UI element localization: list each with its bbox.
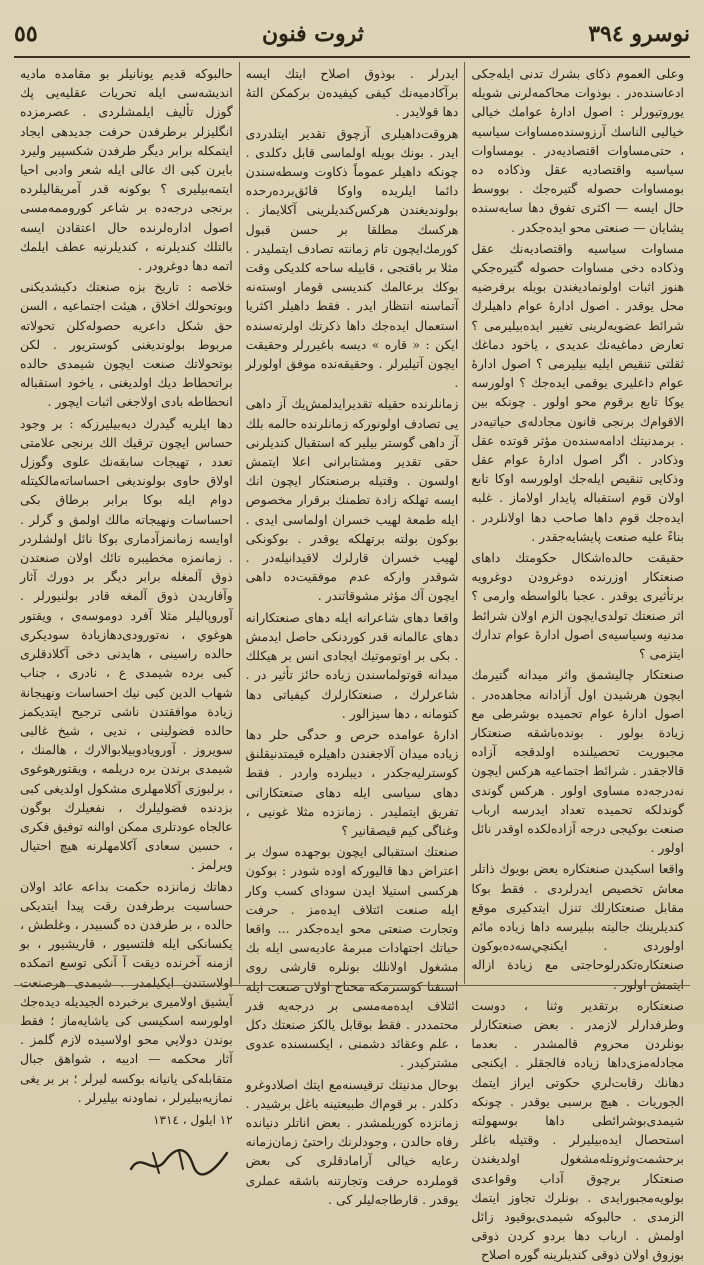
- paragraph: دها ايلريه گيدرك ديه‌بيليرزكه : بر وجود حساس ايچون ترقيك الك برنجى علامتى تعدد ، تهيجات سابقه‌نك علوى وگوزل اولاق حاوى بولونديغى احساساته‌مالكيتله دوام ايله بوكا برابر برطاق بكى احساسات ونهيجاته مالك اولمق و گرلر . اوايسه زمانمزآدمارى بوكا نائل اولشلردر . زمانمزه مخطيبره تائك اولان صنعتدن ذوق آلمغله برابر ديگر بر دورك آثار وآفاريدن ذوق آلمغه قادر بولنيورلر . آوروپاليلر مثلا آفرد دوموسه‌‌ى ، ويقتور هوغو‌ي ، نه‌تورودى‌دها‌زيادة سوديكرى حالده راسينى ، هايدنى دخى آكلادقلرى كبى برده شيمدى ع ، نادرى ، جناب شهاب الدين كبى نيك احساسات ونهيجانة زيادة موافقتدن ناشى ترجيح ايتديكمز حالده فضولينى ، نديى ، شيخ غالبى‌ سويروز . آورويادوبيلابوالارك ، هالمنك ، شيمدى برندن بره دريلمه ، ويقتورهوغو‌ى ، برلبوزى آكلامهلرى مشكول اولديغى كبى بزدنده فضوليلرك ، نفعيلرك بوگون عالجاه عودتلرى ممكن اوالنه توفيق فكرى ، حسين سعادى آكلامهلرنه هيچ احتيال ويرلمز .: [19, 415, 233, 873]
- page-header: [14, 14, 690, 54]
- column-middle: [240, 62, 466, 1207]
- signature-mark: [123, 1139, 233, 1183]
- paragraph: واقعا دهاى شاعرانه ايله دهاى صنعتكارانه دهاى عالمانه قدر كوردنكى حاصل ايدمش . بكى بر اوتوموتيك ايجادى انس بر هيكلك ميدانه قوتولماسندن زياده حائز تأثير در . شاعرلرك ، صنعتكارلرك كيفياتى دها كتومانه ، دها سيزالور .: [245, 609, 459, 721]
- page-number: ٥٥: [14, 21, 38, 47]
- paragraph: ادارهٔ عوامده حرص و حدگى حلر دها زياده ميدان آلاجغندن داهيلره قيمتدنيقلنق كوسترليه‌جكدر ، ديبلرده واردر . فقط دهاى سياسى ايله دهاى صنعتكارانى تفريق ايتمليدر . زمانزده مثلا غونيى ، وغناگى كيم قيصقانير ؟: [245, 726, 459, 838]
- date-line: ١٢ ايلول ، ١٣١٤: [153, 1112, 233, 1127]
- paragraph: صنعتك استقبالى ايچون بوجهده سوك بر اعتراض دها قاليوركه اوده شودر : بوكون هركسى استيلا ايدن سودای كسب وكار ايله صنعت ائتلاف ايده‌مز . حرفت وتجارت صنعتى محو ايده‌جكدر ... واقعا حياتك اجتهادات مبرمهٔ عاديه‌سى ايله بك مشغول اولانلك بونلره قارشى روى استفنا كوسترمكه محتاج اولان صنعت ايله ائتلاف ايده‌مه‌مسى بر درجه‌يه قدر محتمددر . فقط بوقابل يالكز صنعتك دكل ، علم وعقائد دشمنى ، ايكسسنده عدوى مشتركيدر .: [245, 844, 459, 1071]
- publication-title: ثروت فنون: [261, 21, 364, 47]
- paragraph: وعلى العموم ذكاى بشرك تدنى ايله‌جكى ادعاسنده‌در . بوذوات محاكمه‌لرنى شويله يوروتيورلر : اصول ادارهٔ عوامك خيالى خياليى الناسك آرزوسنده‌مساوات سياسيه ، حتى‌مساوات اقتصاديه‌در . بومساوات سياسيه واقتصاديه عقل وذكاده ده بومساوات حصوله گتيره‌جك . بووسط حال ايسه — اكثرى تفوق دها سايه‌سنده يشايان — صنعتى محو ايده‌جكدر .: [471, 66, 684, 235]
- paragraph: صنعتكاره برتقدير وثنا ، دوست وطرفدارلر لازمدر . بعض صنعتكارلر بونلردن محروم قالمشدر . بعدما مجادله‌مزى‌داها زياده فالجقلر . ايكنجى دهانك رقابت‌لري حكوتى ايراز ايتمك الجوريات . هيچ برسبى يوقدر . چونكه شيمدى‌بوشرائطى داها بوسهولته استحصال ايده‌بيليرلر . وقتيله باغلر برحشمت‌وثروتله‌مشغول اولديغندن صنعتكار برچوق آداب وقواعدى بولويه‌مجبورايدى . بونلرك تجاوز ايتمك الزمدى . حالبوكه شيمدى‌بوقيود زائل اولمش . ارباب دها بردو كردن ذوقى بوزوق اولان ذوقى كنديلرينه گوره اصلاح: [471, 997, 684, 1263]
- column-right: [465, 62, 690, 1263]
- header-rule: [14, 56, 690, 58]
- paragraph: مساوات سياسيه واقتصاديه‌نك عقل وذكاده دخى مساوات حصوله گتيره‌جكي هنوز اثبات اولونماديغندن بوبله برفرضيه محل يوقدر . اصول ادارهٔ عوام داهيلرك شرائط عضويه‌لرينى تغيير ايده‌بيليرمى ؟ تعارض دماغيه‌نك عديدى ، ياخود دماغك ثقلتى تنقيص ايليه بيليرمى ؟ اصول ادارهٔ عوام داعليرى يوقمى ايده‌جك ؟ اولورسه يوكا تابع برقوم محو اولور . چونكه بين الاقوام‌ك برنجى قانون مجادله‌ى حياتيه‌در . برمدنيتك ادامه‌سنده‌ن مؤثر قوتده عقل وذكادر . اگر اصول ادارهٔ عوام عقل وذكايى تنقيص ايله‌جك اولورسه اوكا تابع اولان قوم استقباله پايدار اولاماز . غلبه ايده‌جك قوم داها صاحب دها اولانلردر . بناءً عليه صنعت پايشايه‌جقدر .: [471, 240, 684, 544]
- paragraph: واقعا اسكيدن صنعتكاره بعض بويوك ذاتلر معاش تخصيص ايدرلردى . فقط بوكا مقابل صنعتكارلك تنزل ايتدكيرى موقع كنديلرينك جاليته ببليرسه داها زياده مائم اولوردى . ايكنچي‌سه‌ده‌بوكون صنعتكاره‌تكدرلوحاجتى مع زيادة ازاله ايتمش اولور .: [471, 861, 684, 992]
- paragraph: خلاصه : تاريخ بزه صنعتك دكيشديكنى وبوتحولك اخلاق ، هيئت اجتماعيه ، السن حق شكل داعريه حصوله‌كلن تحولاته مربوط بولونديغنى كوستريور . لكن بوتحولاتك صنعت ايچون شيمدى حالده براتحطاط ديك اولديغنى ، ياخود استقباله انحطاطه بادى اولاجغى اثبات ايچور .: [19, 279, 233, 410]
- paragraph: ايدرلر . بوذوق اصلاح ايتك ايسه برآكادميه‌نك كيفى كيفيده‌ن بركمكن التهٔ دها قولايدر .: [245, 66, 459, 120]
- paragraph: دهاتك زمانزده حكمت بداعه عائد اولان حساسيت برطرفدن رقت پيدا ايتديكى حالده ، بر طرفدن ده گسبيدر ، وغلطش ، يكسانكى ايله فلتسيور ، قاريشيور ، بو ازمنه آخرنده ديقت آ آنكى توسع اتمكده اولاستندن‌ ايكيلمدر . شيمدى هرصنعت آيشيق اولاميرى برخبرده الجيديله ديده‌جك اولورسه اسكيسى كى ياشايه‌ماز ؛ فقط بوندن دولايي محو اولاسيده لازم گلمز . آثار محكمه — اديبه ، شواهق جبال متقابله‌كى يانيانه بوكسه ليرلر ؛ بر بر يغى نمازيه‌بيليرلر ، نماودنه بيليرلر .: [19, 878, 233, 1105]
- column-left: [14, 62, 240, 1127]
- paragraph: بوحال مدنيتك ترقيسنه‌مع ايتك اصلادوغرو دكلدر . بر قوم‌اك طبيعتينه باغل برشيدر . زمانزده كوريلمشدر . بعض اناتلر دنيانده رفاه حالدن ، وجودلرنك راحتىٔ زمان‌زمانه رعايه خيالى آرامادقلرى كى بعض قوملرده حرفت وتجارتنه باشقه عملرى يوقدر . قارطاجه‌ليلر كى .: [245, 1076, 459, 1207]
- article-columns: [14, 62, 690, 1263]
- paragraph: صنعتكار چالیشمق واثر ميدانه گتيرمك ايچون هرشيدن اول آزادانه مجاهده‌در . اصول ادارهٔ عوام تحميده بوشرطى مع زيادة بولور . بونده‌باشقه صنعتكار مجبوريت تحصيلنده اولدقجه آزاده قالاجقدر . شرائط اجتماعيه هركس ايچون نه‌درجه‌ده مساوى اولور . هركس گوندى گوندلكه تحميده تعداد ايدرسه ارباب صنعت بوكيجى درجه آزاده‌لكده اوقدر نائل اولور .: [471, 667, 684, 856]
- author-signature: [20, 1136, 233, 1186]
- paragraph: هروقت‌داهيلرى آزچوق تقدير ايتلدردى ايدر . بونك بويله اولماسى قابل دكلدى . چونكه داهيلر عموماً ذكاوت وسطه‌سندن دائما ايلريده واوكا قائق‌برده‌رحده بولونديغندن هركس‌كنديلرينى آكلايماز . هركسك مطلقا بر حسن قبول كورمك‌ايچون تام زمانته تصادف ايتمليدر . مثلا بر باقتجى ، قابيله ساحه كلديكى وقت بوكك برعالمك كنديسى قومار اوسته‌نه آتماسنه انتظار ايدر . فقط داهيلر اكثريا استعمال ايده‌جك داها ذكرتك اولرته‌سنده ايكن : « قاره » ديسه باغيررلر وحقيقت ايچون آتيليرلر . وحقيقه‌نده موفق اولورلر .: [245, 125, 459, 391]
- paragraph: زمانلرنده حقيله تقديرايدلمش‌يك آز داهى يى تصادف اولونوركه زمانلرنده حالمه بلك آز داهى گوستر بيلير كه استقبال كنديلرنى حقى تقدير ومشتابرانى اعلا ايتمش اولسون . وقتيله برصنعتكار ايچون انك ايسه تهلكه زادة تطمنك برقرار مخصوص ايله طمعة لهيب خسران اولماسى ايدى . بوكون بولته برتهلكه يوقدر . بوكونكى لهيب خسران قارلرك لاقيدانيله‌در . شوقدر واركه عدم موفقيت‌ده داهى ايچون آك مؤثر مشوقاتندر .: [245, 396, 459, 604]
- paragraph: حقيقت حالده‌اشكال حكومتك داهاى صنعتكار اوزرنده دوغرودن دوغرويه برتأثيرى يوقدر . عجبا بالواسطه وارمى ؟ اثر صنعتك تولدى‌ايچون الزم اولان شرائط مدنيه وسياسيه‌ى اصول ادارهٔ عوام تدارك ايتزمى ؟: [471, 550, 684, 662]
- issue-number: نوسرو ٣٩٤: [588, 21, 690, 47]
- paragraph: حالبوكه قدیم يونانيلر بو مقامده‌ مادیه اندیشه‌سی ايله تحريات عقليه‌يى پك گوزل تأليف ايلمشلردى . عصرمزده‌ انگليزلر برطرفدن حرفت جديدهى ايجاد ايتمكله برابر ديگر طرفدن شكسپير وليرد بايرن كبى اك عالى ايله شعر وادبى احيا ايتمه‌بيليرى ؟ بوكونه قدر آمريقاليلرده برنجى درجه‌ده بر شاعر كوروممه‌مسى اصول اداره‌لرنده حال اعتقادن ايسه بالتلك كنديلرنه ، كنديلرنيه عطف ايلمك اتمه دها دوغرودر .: [19, 66, 233, 274]
- footer-rule: [14, 985, 690, 986]
